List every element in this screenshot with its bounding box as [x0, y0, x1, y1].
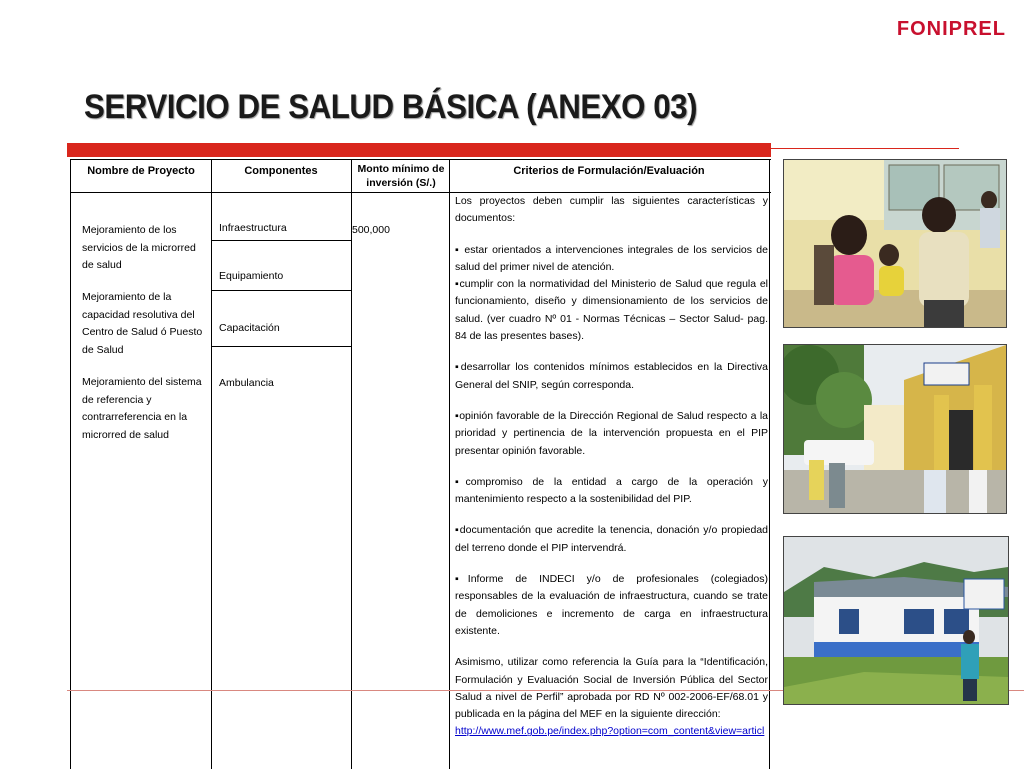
minimum-amount: 500,000 [352, 224, 390, 236]
health-post-building-photo [783, 536, 1009, 705]
header-amount: Monto mínimo de inversión (S/.) [357, 163, 445, 189]
page-title: SERVICIO DE SALUD BÁSICA (ANEXO 03) [84, 88, 698, 126]
health-post-interior-photo [783, 159, 1007, 328]
criteria-item: ▪ estar orientados a intervenciones integrales de los servicios de salud del primer nivel de atención. [455, 243, 768, 273]
criteria-item: ▪Informe de INDECI y/o de profesionales (colegiados) responsables de la evaluación de infraestructura, cuando se trate de demoliciones e incremento de carga en infraestructura existente. [455, 573, 768, 637]
foniprel-logo: FONIPREL [896, 18, 1006, 40]
header-components: Componentes [244, 165, 318, 177]
criteria-text [455, 193, 768, 741]
header-criteria: Criterios de Formulación/Evaluación [513, 165, 705, 177]
health-center-facade-photo [783, 344, 1007, 514]
component-name: Ambulancia [219, 377, 274, 389]
component-divider [211, 346, 351, 347]
component-divider [211, 290, 351, 291]
amount-column [351, 160, 450, 769]
mef-link[interactable]: http://www.mef.gob.pe/index.php?option=com_content&view=articl [455, 725, 765, 738]
component-divider [211, 240, 351, 241]
components-column [211, 160, 352, 769]
component-name: Equipamiento [219, 270, 284, 282]
project-name: Mejoramiento de la capacidad resolutiva del Centro de Salud ó Puesto de Salud [82, 291, 203, 356]
criteria-item: ▪opinión favorable de la Dirección Regional de Salud respecto a la prioridad y pertinencia de la intervención propuesta en el PIP presentar opinión favorable. [455, 409, 768, 457]
title-underline-rule [771, 148, 959, 149]
criteria-closing: Asimismo, utilizar como referencia la Guía para la “Identificación, Formulación y Evaluación Social de Inversión Pública del Sector Salud a nivel de Perfil” aprobada por RD Nº 002-2006-EF/68.01 y publicada en la página del MEF en la siguiente dirección: [455, 656, 768, 721]
project-name: Mejoramiento del sistema de referencia y contrarreferencia en la microrred de salud [82, 376, 202, 441]
criteria-item: ▪compromiso de la entidad a cargo de la operación y mantenimiento respecto a la sostenibilidad del PIP. [455, 475, 768, 506]
criteria-item: ▪documentación que acredite la tenencia, donación y/o propiedad del terreno donde el PIP intervendrá. [455, 524, 768, 554]
criteria-item: ▪cumplir con la normatividad del Ministerio de Salud que regula el funcionamiento, diseño y dimensionamiento de los servicios de salud. (ver cuadro Nº 01 - Normas Técnicas – Sector Salud- pag. 84 de las presentes bases). [455, 278, 768, 343]
header-project: Nombre de Proyecto [87, 165, 195, 177]
component-name: Capacitación [219, 322, 280, 334]
criteria-intro: Los proyectos deben cumplir las siguientes características y documentos: [455, 195, 768, 225]
project-name: Mejoramiento de los servicios de la microrred de salud [82, 224, 196, 271]
criteria-item: ▪desarrollar los contenidos mínimos establecidos en la Directiva General del SNIP, según corresponda. [455, 361, 768, 391]
component-name: Infraestructura [219, 222, 287, 234]
title-underline-bar [67, 143, 771, 157]
